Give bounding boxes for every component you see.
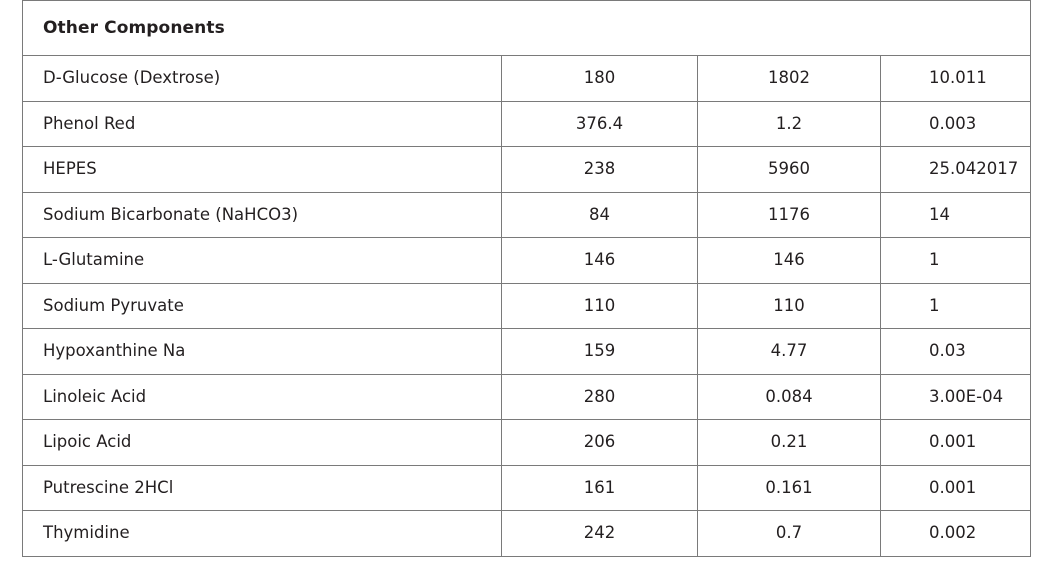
millimolar-cell: [881, 420, 1031, 466]
concentration-cell-text: 110: [773, 295, 805, 315]
concentration-cell: [698, 238, 881, 284]
millimolar-cell-text: 14: [929, 204, 950, 224]
millimolar-cell: [881, 283, 1031, 329]
molecular-weight-cell: [502, 374, 698, 420]
concentration-cell: [698, 147, 881, 193]
molecular-weight-cell-text: 206: [583, 432, 616, 452]
component-name-cell: [23, 56, 502, 102]
table-row: [23, 420, 1031, 466]
component-name-cell-text: Phenol Red: [43, 113, 136, 133]
molecular-weight-cell-text: 84: [589, 204, 610, 224]
component-name-cell: [23, 238, 502, 284]
component-name-cell: [23, 374, 502, 420]
table-row: [23, 238, 1031, 284]
component-name-cell: [23, 420, 502, 466]
concentration-cell: [698, 374, 881, 420]
concentration-cell: [698, 192, 881, 238]
concentration-cell: [698, 511, 881, 557]
component-name-cell-text: HEPES: [43, 159, 97, 179]
millimolar-cell: [881, 374, 1031, 420]
molecular-weight-cell: [502, 147, 698, 193]
molecular-weight-cell-text: 376.4: [575, 113, 624, 133]
millimolar-cell-text: 10.011: [929, 68, 987, 88]
concentration-cell-text: 5960: [768, 159, 810, 179]
component-name-cell: [23, 329, 502, 375]
molecular-weight-cell: [502, 192, 698, 238]
concentration-cell: [698, 465, 881, 511]
component-name-cell-text: D-Glucose (Dextrose): [43, 68, 221, 88]
millimolar-cell-text: 25.042017: [929, 159, 1019, 179]
component-name-cell: [23, 192, 502, 238]
molecular-weight-cell: [502, 511, 698, 557]
component-name-cell: [23, 101, 502, 147]
molecular-weight-cell-text: 280: [583, 386, 616, 406]
millimolar-cell: [881, 192, 1031, 238]
component-name-cell: [23, 511, 502, 557]
table-row: [23, 192, 1031, 238]
table-row: [23, 329, 1031, 375]
table-row: [23, 56, 1031, 102]
concentration-cell: [698, 101, 881, 147]
component-name-cell-text: Thymidine: [43, 523, 130, 543]
component-name-cell-text: Lipoic Acid: [43, 432, 132, 452]
component-name-cell-text: Hypoxanthine Na: [43, 341, 186, 361]
concentration-cell-text: 1176: [768, 204, 810, 224]
concentration-cell: [698, 283, 881, 329]
table-row: [23, 147, 1031, 193]
concentration-cell-text: 4.77: [770, 341, 808, 361]
molecular-weight-cell-text: 242: [583, 523, 616, 543]
section-title: Other Components: [43, 17, 225, 38]
concentration-cell-text: 0.7: [775, 523, 803, 543]
table-row: [23, 101, 1031, 147]
molecular-weight-cell-text: 238: [583, 159, 616, 179]
component-name-cell: [23, 147, 502, 193]
molecular-weight-cell: [502, 420, 698, 466]
molecular-weight-cell-text: 161: [583, 477, 616, 497]
concentration-cell-text: 0.161: [765, 477, 813, 497]
molecular-weight-cell: [502, 238, 698, 284]
millimolar-cell: [881, 101, 1031, 147]
components-table-container: [22, 0, 1030, 557]
millimolar-cell: [881, 511, 1031, 557]
molecular-weight-cell: [502, 465, 698, 511]
component-name-cell-text: Sodium Bicarbonate (NaHCO3): [43, 204, 299, 224]
table-row: [23, 374, 1031, 420]
component-name-cell-text: Putrescine 2HCl: [43, 477, 174, 497]
molecular-weight-cell-text: 159: [583, 341, 616, 361]
section-header-cell: [23, 1, 1031, 56]
component-name-cell: [23, 283, 502, 329]
concentration-cell-text: 0.084: [765, 386, 813, 406]
millimolar-cell-text: 0.001: [929, 477, 977, 497]
concentration-cell: [698, 329, 881, 375]
molecular-weight-cell-text: 180: [583, 68, 616, 88]
concentration-cell-text: 1802: [768, 68, 810, 88]
other-components-table: [22, 0, 1031, 557]
molecular-weight-cell-text: 146: [583, 250, 616, 270]
table-row: [23, 465, 1031, 511]
concentration-cell: [698, 420, 881, 466]
molecular-weight-cell: [502, 329, 698, 375]
component-name-cell-text: Sodium Pyruvate: [43, 295, 184, 315]
component-name-cell-text: L-Glutamine: [43, 250, 145, 270]
concentration-cell-text: 0.21: [770, 432, 808, 452]
millimolar-cell: [881, 147, 1031, 193]
table-section-header-row: [23, 1, 1031, 56]
concentration-cell-text: 146: [773, 250, 805, 270]
table-row: [23, 283, 1031, 329]
millimolar-cell: [881, 329, 1031, 375]
millimolar-cell-text: 1: [929, 295, 940, 315]
millimolar-cell: [881, 56, 1031, 102]
millimolar-cell: [881, 238, 1031, 284]
millimolar-cell: [881, 465, 1031, 511]
molecular-weight-cell: [502, 56, 698, 102]
table-row: [23, 511, 1031, 557]
component-name-cell-text: Linoleic Acid: [43, 386, 147, 406]
millimolar-cell-text: 1: [929, 250, 940, 270]
molecular-weight-cell: [502, 101, 698, 147]
millimolar-cell-text: 0.001: [929, 432, 977, 452]
millimolar-cell-text: 0.002: [929, 523, 977, 543]
molecular-weight-cell: [502, 283, 698, 329]
concentration-cell-text: 1.2: [775, 113, 803, 133]
millimolar-cell-text: 0.003: [929, 113, 977, 133]
millimolar-cell-text: 3.00E-04: [929, 386, 1004, 406]
molecular-weight-cell-text: 110: [583, 295, 616, 315]
table-body: [23, 1, 1031, 557]
component-name-cell: [23, 465, 502, 511]
concentration-cell: [698, 56, 881, 102]
millimolar-cell-text: 0.03: [929, 341, 966, 361]
